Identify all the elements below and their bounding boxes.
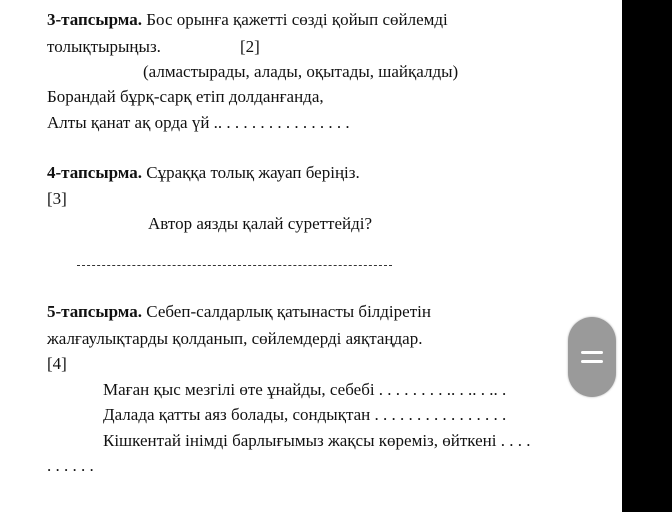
task4-question: Автор аязды қалай суреттейді? bbox=[148, 214, 373, 233]
task3-options: (алмастырады, алады, оқытады, шайқалды) bbox=[143, 62, 459, 81]
task5-instruction: Себеп-салдарлық қатынасты білдіретін bbox=[142, 302, 431, 321]
task4-instruction: Сұраққа толық жауап беріңіз. bbox=[142, 163, 360, 182]
task3-score: [2] bbox=[240, 37, 260, 56]
handle-bar-top bbox=[581, 351, 603, 354]
task5-sentence3-continuation: . . . . . . bbox=[47, 456, 94, 475]
task4-heading bbox=[47, 163, 360, 183]
task3-sentence1: Борандай бұрқ-сарқ етіп долданғанда, bbox=[47, 87, 324, 106]
answer-line bbox=[77, 265, 392, 266]
handle-bar-bottom bbox=[581, 360, 603, 363]
task3-sentence2: Алты қанат ақ орда үй .. . . . . . . . . . . . . . . . bbox=[47, 113, 350, 132]
task5-score: [4] bbox=[47, 354, 67, 373]
drag-handle-icon[interactable] bbox=[568, 317, 616, 397]
task3-label: 3-тапсырма. bbox=[47, 10, 143, 29]
task3-instruction: Бос орынға қажетті сөзді қойып сөйлемді bbox=[142, 10, 448, 29]
task5-sentence2: Далада қатты аяз болады, сондықтан . . . . . . . . . . . . . . . . bbox=[103, 405, 507, 424]
task5-heading bbox=[47, 302, 431, 322]
task4-score: [3] bbox=[47, 189, 67, 208]
task5-instruction-line2: жалғаулықтарды қолданып, сөйлемдерді аяқтаңдар. bbox=[47, 329, 423, 348]
task3-instruction-line2: толықтырыңыз. bbox=[47, 37, 161, 56]
task4-label: 4-тапсырма. bbox=[47, 163, 143, 182]
task3-heading bbox=[47, 10, 448, 30]
task5-sentence1: Маған қыс мезгілі өте ұнайды, себебі . . . . . . . . .. . .. . .. . bbox=[103, 380, 507, 399]
task5-label: 5-тапсырма. bbox=[47, 302, 143, 321]
task5-sentence3: Кішкентай інімді барлығымыз жақсы көреміз, өйткені . . . . bbox=[103, 431, 531, 450]
